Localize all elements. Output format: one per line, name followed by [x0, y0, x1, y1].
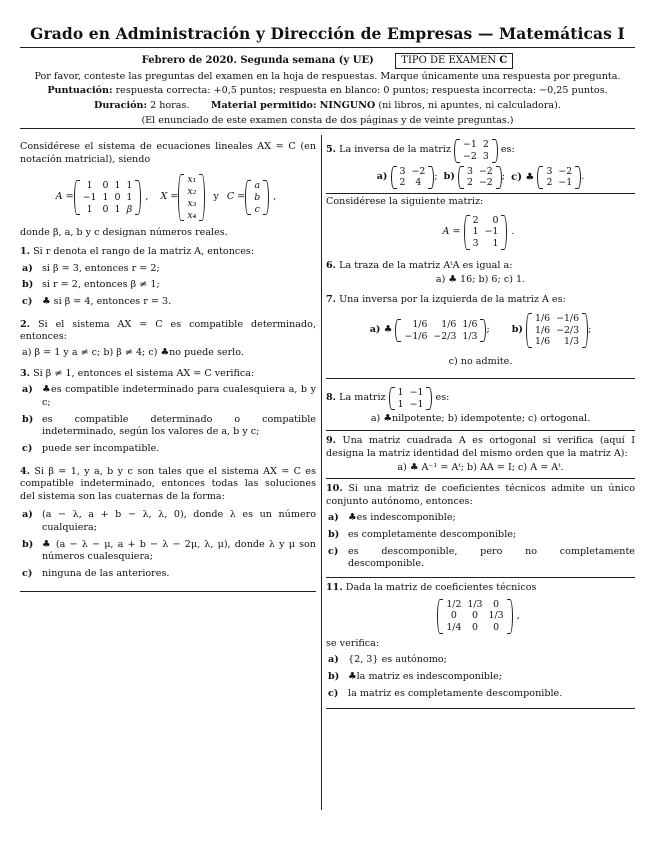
and-word: y: [213, 191, 219, 203]
answer-option: [326, 512, 635, 525]
option-text: es descomponible, pero no completamente descomponible.: [348, 545, 635, 570]
matrix-cell: x₃: [187, 197, 197, 209]
option-text: (a − λ, a + b − λ, λ, 0), donde λ es un número cualquiera;: [42, 509, 316, 534]
matrix-cell: −1/6: [556, 312, 580, 324]
matrix-cell: 1: [126, 180, 133, 192]
q1-number: 1.: [20, 245, 31, 257]
matrix-cell: 1/2: [446, 598, 462, 610]
matrix-cell: x₁: [187, 174, 197, 186]
q2-number: 2.: [20, 318, 31, 330]
answer-option: [20, 568, 316, 581]
matrix-cell: c: [254, 203, 260, 215]
matrix-cell: −2/3: [433, 330, 457, 342]
columns-top-rule: [20, 128, 635, 129]
q6-options: a) ♣ 16; b) 6; c) 1.: [435, 273, 526, 285]
q11-number: 11.: [326, 581, 343, 593]
q5-matrix: [454, 139, 498, 163]
option-text: puede ser incompatible.: [42, 442, 160, 454]
option-label: c): [22, 295, 33, 307]
option-label: a): [22, 509, 33, 521]
question-2: [20, 319, 316, 360]
exam-type-box: [395, 53, 513, 68]
matrix-cell: 0: [114, 191, 121, 203]
exam-title: Grado en Administración y Dirección de Empresas — Matemáticas I: [30, 24, 625, 43]
matrix-cell: a: [254, 180, 261, 192]
exam-date: Febrero de 2020. Segunda semana (y UE): [141, 55, 374, 67]
answer-option: [20, 279, 316, 292]
matrix-cell: 3: [399, 165, 406, 177]
title-rule: [20, 47, 635, 48]
q5-c-label: c) ♣: [511, 171, 535, 183]
question-11: [326, 582, 635, 701]
q7-b-matrix: [526, 313, 588, 348]
q2-options: a) β = 1 y a ≠ c; b) β ≠ 4; c) ♣no puede serlo.: [22, 346, 244, 358]
matrix-cell: −2: [411, 165, 426, 177]
option-text: si β = 3, entonces r = 2;: [42, 262, 160, 274]
question-6: [326, 260, 635, 286]
scoring-label: Puntuación:: [47, 85, 113, 97]
option-label: a): [328, 512, 339, 524]
option-text: la matriz es completamente descomponible.: [348, 687, 563, 699]
option-text: ♣es compatible indeterminado para cualesquiera a, b y c;: [42, 384, 316, 408]
q11-matrix: [437, 599, 512, 634]
q7-number: 7.: [326, 294, 337, 306]
answer-option: [20, 384, 316, 409]
q6-number: 6.: [326, 259, 337, 271]
q5-a-matrix: [391, 166, 435, 190]
answer-option: [20, 443, 316, 456]
q10-text: Si una matriz de coeficientes técnicos admite un único conjunto autónomo, entonces:: [326, 482, 635, 507]
q3-number: 3.: [20, 367, 31, 379]
duration-label: Duración:: [94, 99, 148, 111]
matrix-cell: −1: [558, 177, 573, 189]
q11-after: se verifica:: [326, 637, 380, 649]
answer-option: [326, 671, 635, 684]
q6-text: La traza de la matriz AᵗA es igual a:: [339, 259, 513, 271]
matrix-cell: 0: [493, 622, 500, 633]
q9-options: a) ♣ A⁻¹ = Aᵗ; b) AA = I; c) A = Aᵗ.: [397, 462, 564, 474]
answer-option: [326, 688, 635, 701]
exam-subline: [0, 53, 655, 68]
matrix-x-label: X =: [160, 191, 179, 203]
q4-number: 4.: [20, 465, 31, 477]
q3-options: [20, 384, 316, 455]
matrix-cell: 1/4: [446, 622, 462, 633]
matrix-cell: 3: [482, 150, 489, 162]
duration-material: [0, 100, 655, 113]
matrix-cell: −2: [478, 177, 493, 189]
matrix-cell: 1: [114, 180, 121, 192]
left-bottom-rule: [20, 591, 316, 592]
matrix-cell: β: [126, 203, 133, 215]
question-3: [20, 368, 316, 456]
matrix-cell: −2/3: [556, 324, 580, 336]
option-label: b): [22, 413, 34, 425]
question-7: [326, 294, 635, 369]
matrix-cell: 1/6: [535, 336, 551, 348]
option-text: si r = 2, entonces β ≠ 1;: [42, 279, 160, 291]
option-label: b): [22, 279, 34, 291]
q7-text: Una inversa por la izquierda de la matriz A es:: [339, 294, 566, 306]
left-column: [20, 135, 316, 592]
answer-option: [20, 539, 316, 564]
rule-after-q8: [326, 430, 635, 431]
matrix-cell: 0: [102, 180, 109, 192]
option-text: ♣ (a − λ − μ, a + b − λ − 2μ, λ, μ), donde λ y μ son números cualesquiera;: [42, 538, 316, 563]
matrix-cell: b: [254, 191, 261, 203]
rule-after-q9: [326, 478, 635, 479]
q5-options: a) 3 −2 2 4 ; b) 3 −2 2 −2 ; c) ♣ 3 −2 2 −1 .: [376, 165, 585, 189]
matrix-cell: 2: [472, 214, 479, 226]
q1-options: [20, 263, 316, 309]
matrix-cell: −1: [484, 226, 499, 238]
question-9: [326, 435, 635, 475]
matrix-cell: −1: [409, 386, 424, 398]
matrix-cell: −1: [82, 191, 97, 203]
matrix-cell: 1/6: [412, 318, 428, 330]
q2-text: Si el sistema AX = C es compatible determinado, entonces:: [20, 318, 316, 343]
q9-number: 9.: [326, 434, 337, 446]
exam-header: [0, 0, 655, 127]
system-where: donde β, a, b y c designan números reales.: [20, 227, 228, 239]
matrix-cell: 1: [114, 203, 121, 215]
matrix-c: [245, 180, 269, 215]
option-text: ♣la matriz es indescomponible;: [348, 671, 503, 683]
exam-columns: [20, 135, 635, 835]
matrix-cell: 1: [492, 238, 499, 250]
answer-option: [20, 414, 316, 439]
matrix-cell: 1: [86, 180, 93, 192]
system-intro: Considérese el sistema de ecuaciones lineales AX = C (en notación matricial), siendo: [20, 141, 316, 165]
q11-matrix-block: 1/2 1/3 0 0 0 1/3 1/4 0 0 ,: [326, 599, 635, 634]
matrix-cell: x₄: [187, 209, 197, 221]
matrix-cell: 1: [102, 191, 109, 203]
material-label: Material permitido:: [210, 99, 317, 111]
option-label: a): [22, 262, 33, 274]
matrix-cell: 1: [397, 386, 404, 398]
q5-text-after: es:: [500, 144, 515, 156]
right-column: [326, 135, 635, 709]
matrix-cell: −1/6: [404, 330, 428, 342]
matrix-cell: x₂: [187, 186, 197, 198]
matrix-c-label: C =: [226, 191, 246, 203]
instructions: Por favor, conteste las preguntas del examen en la hoja de respuestas. Marque únicamente una respuesta por pregunta.: [34, 70, 621, 82]
system-matrices: A = 1 0 1 1 −1 1 0 1 1 0 1 β , X = x₁ x₂ x₃ x₄ y C = a b c ,: [55, 174, 277, 221]
matrix-a: [74, 180, 142, 215]
matrix-cell: 0: [471, 622, 478, 633]
exam-type-letter: C: [499, 55, 508, 67]
q7-a-label: a) ♣: [369, 324, 393, 336]
q5-b-label: b): [443, 170, 455, 182]
matrix-cell: 1/6: [462, 318, 478, 330]
option-text: es completamente descomponible;: [348, 528, 517, 540]
matrix-cell: 3: [466, 165, 473, 177]
question-10: [326, 483, 635, 571]
option-label: c): [328, 687, 339, 699]
q5-b-matrix: [458, 166, 502, 190]
matrix-cell: 0: [102, 203, 109, 215]
q8-number: 8.: [326, 392, 337, 404]
question-4: [20, 466, 316, 581]
matrix-a-label: A =: [55, 191, 74, 203]
matrix-intro-2: Considérese la siguiente matriz:: [326, 196, 484, 207]
option-label: c): [22, 442, 33, 454]
rule-after-q10: [326, 577, 635, 578]
scoring-text: respuesta correcta: +0,5 puntos; respuesta en blanco: 0 puntos; respuesta incorrecta: −0,25 puntos.: [115, 85, 608, 97]
matrix-cell: 1/6: [535, 312, 551, 324]
q8-matrix: [389, 387, 433, 411]
matrix-cell: 4: [415, 177, 422, 189]
q8-text-after: es:: [435, 392, 450, 404]
q7-c-option: c) no admite.: [448, 356, 513, 368]
option-text: es compatible determinado o compatible indeterminado, según los valores de a, b y c;: [42, 413, 316, 438]
matrix-cell: 0: [450, 610, 457, 622]
q10-number: 10.: [326, 482, 343, 494]
option-text: ninguna de las anteriores.: [42, 568, 170, 580]
matrix-cell: 0: [492, 214, 499, 226]
q9-text: Una matriz cuadrada A es ortogonal si verifica (aquí I designa la matriz identidad del mismo orden que la matriz A):: [326, 434, 635, 459]
matrix-cell: 0: [493, 598, 500, 610]
q5-number: 5.: [326, 144, 337, 156]
q4-text: Si β = 1, y a, b y c son tales que el sistema AX = C es compatible indeterminado, entonces todas las soluciones del sistema son las cuaternas de la forma:: [20, 465, 316, 502]
q8-text-before: La matriz: [339, 392, 386, 404]
option-label: b): [328, 671, 340, 683]
answer-option: [326, 654, 635, 667]
q3-text: Si β ≠ 1, entonces el sistema AX = C verifica:: [33, 367, 255, 379]
column-divider: [321, 135, 322, 810]
matrix-cell: 2: [399, 177, 406, 189]
matrix-cell: 1/6: [535, 324, 551, 336]
answer-option: [326, 529, 635, 542]
q5-c-matrix: [537, 166, 581, 190]
option-text: {2, 3} es autónomo;: [348, 654, 447, 666]
option-text: ♣ si β = 4, entonces r = 3.: [42, 295, 172, 307]
matrix-cell: −1: [409, 398, 424, 410]
matrix-cell: 2: [482, 139, 489, 150]
answer-option: [20, 296, 316, 309]
q4-options: [20, 509, 316, 580]
matrix-cell: 1/6: [441, 318, 457, 330]
matrix-cell: 2: [546, 177, 553, 189]
matrix-cell: 1: [472, 226, 479, 238]
option-text: ♣es indescomponible;: [348, 512, 456, 524]
matrix-cell: 1/3: [563, 336, 580, 348]
option-label: a): [22, 384, 33, 396]
matrix-x: [178, 174, 205, 221]
option-label: b): [22, 538, 34, 550]
matrix-cell: −2: [558, 165, 573, 177]
matrix-cell: 0: [471, 610, 478, 622]
option-label: b): [328, 528, 340, 540]
rule-after-q5: [326, 193, 635, 194]
option-label: c): [22, 568, 33, 580]
matrix-cell: 1/3: [488, 610, 504, 622]
question-5: [326, 139, 635, 189]
q5-text-before: La inversa de la matriz: [339, 144, 451, 156]
q7-b-label: b): [511, 324, 523, 336]
q11-options: [326, 654, 635, 700]
matrix-cell: 1: [126, 191, 133, 203]
q1-text: Si r denota el rango de la matriz A, entonces:: [33, 245, 255, 257]
matrix-cell: −2: [463, 150, 477, 162]
matrix-a2: [464, 215, 508, 250]
matrix-cell: 1/3: [467, 598, 483, 610]
exam-note: (El enunciado de este examen consta de dos páginas y de veinte preguntas.): [141, 114, 514, 126]
matrix-a2-block: A = 2 0 1 −1 3 1 .: [442, 214, 515, 250]
material-value: NINGUNO: [319, 99, 376, 111]
option-label: c): [328, 545, 339, 557]
right-bottom-rule: [326, 708, 635, 709]
duration-text: 2 horas.: [150, 99, 190, 111]
question-8: [326, 387, 635, 426]
matrix-cell: 1: [86, 203, 93, 215]
q8-options: a) ♣nilpotente; b) idempotente; c) ortogonal.: [370, 413, 591, 425]
answer-option: [20, 263, 316, 276]
matrix-cell: −2: [478, 165, 493, 177]
answer-option: [20, 509, 316, 534]
matrix-cell: 3: [472, 238, 479, 250]
q7-a-matrix: [395, 319, 486, 343]
q10-options: [326, 512, 635, 571]
answer-option: [326, 546, 635, 571]
q5-a-label: a): [376, 170, 388, 182]
material-text: (ni libros, ni apuntes, ni calculadora).: [378, 99, 561, 111]
exam-type-label: TIPO DE EXAMEN: [401, 55, 497, 67]
matrix-a2-label: A =: [442, 225, 461, 237]
q11-text: Dada la matriz de coeficientes técnicos: [345, 581, 537, 593]
question-1: [20, 246, 316, 309]
q7-ab-options: a) ♣ 1/6 1/6 1/6 −1/6 −2/3 1/3 ; b) 1/6 −1/6 1/6 −2/3 1/6 1/3 ;: [369, 312, 592, 348]
scoring: [0, 85, 655, 98]
matrix-cell: 1/3: [462, 330, 478, 342]
matrix-cell: 3: [546, 165, 553, 177]
matrix-cell: 1: [397, 398, 404, 410]
matrix-cell: −1: [463, 139, 477, 150]
rule-after-q7: [326, 378, 635, 379]
matrix-cell: 2: [466, 177, 473, 189]
option-label: a): [328, 654, 339, 666]
